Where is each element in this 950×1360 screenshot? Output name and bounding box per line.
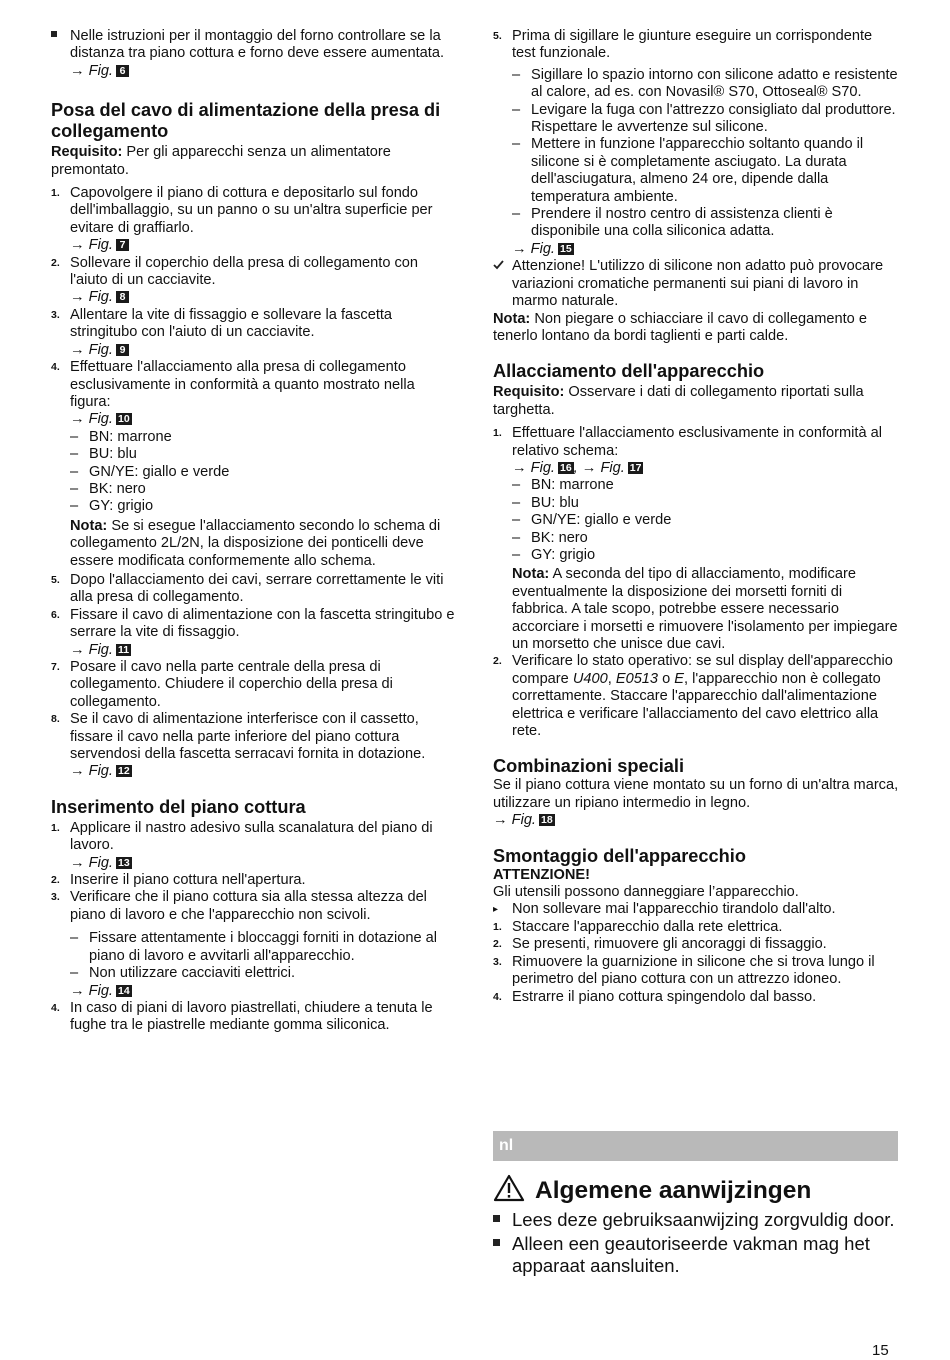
list-item: 5. Dopo l'allacciamento dei cavi, serrare correttamente le viti alla presa di collegamento.: [51, 571, 444, 606]
list-item: 2. Verificare lo stato operativo: se sul display dell'apparecchio compare U400, E0513 o E, l'apparecchio non è collegato correttamente. Staccare l'apparecchio dall'alimentazione elettrica e verificare l'allacciamento del cavo elettrico alla rete.: [493, 653, 893, 740]
figure-ref: → Fig. 13: [70, 854, 130, 871]
posa-steps: [51, 185, 459, 429]
list-item: 3. Verificare che il piano cottura sia alla stessa altezza del piano di lavoro e che l'apparecchio non scivoli. – Fissare attentamente i bloccaggi forniti in dotazione al piano di lavoro e avvitarli all'apparecchio. – Non utilizzare cacciaviti elettrici. → Fig. 14: [51, 889, 459, 999]
dash-item: – Fissare attentamente i bloccaggi forniti in dotazione al piano di lavoro e avvitarli all'apparecchio.: [70, 930, 438, 964]
note: Nota: A seconda del tipo di allacciamento, modificare eventualmente la disposizione dei morsetti forniti di fabbrica. A tale scopo, potrebbe essere necessario accorciare i morsetti e rimuovere l'isolamento per impiegare un morsetto che unisce due cavi.: [512, 566, 898, 652]
dash-item: – Non utilizzare cacciaviti elettrici.: [70, 965, 296, 982]
dash-list: [512, 67, 899, 241]
dash-item: – BK: nero: [70, 480, 146, 497]
warning-label: ATTENZIONE!: [493, 866, 591, 883]
display-code: U400: [572, 670, 608, 687]
section-heading-inserimento: Inserimento del piano cottura: [51, 796, 306, 817]
list-item: 1. Capovolgere il piano di cottura e depositarlo sul fondo dell'imballaggio, su un panno o su un'altra superficie per evitare di graffiarlo. → Fig. 7: [51, 185, 459, 255]
posa-steps-continued: [51, 572, 459, 781]
list-item: 5. Prima di sigillare le giunture eseguire un corrispondente test funzionale. – Sigillare lo spazio intorno con silicone adatto e resistente al calore, ad es. con Novasil® S70, Ottoseal® S70. – Levigare la fuga con l'attrezzo consigliato dal produttore. Rispettare le avvertenze sul silicone. – Mettere in funzione l'apparecchio soltanto quando il silicone si è completamente asciugato. La durata dell'asciugatura, almeno 24 ore, dipende dalla temperatura ambiente. – Prendere il nostro centro di assistenza clienti è disponibile una colla siliconica adatta. → Fig. 15: [493, 28, 898, 257]
figure-ref: → Fig. 7: [70, 237, 459, 254]
list-item: 7. Posare il cavo nella parte centrale della presa di collegamento. Chiudere il coperchio della presa di collegamento.: [51, 659, 393, 710]
right-column: 5. Prima di sigillare le giunture eseguire un corrispondente test funzionale. – Sigillare lo spazio intorno con silicone adatto e resistente al calore, ad es. con Novasil® S70, Ottoseal® S70. – Levigare la fuga con l'attrezzo consigliato dal produttore. Rispettare le avvertenze sul silicone. – Mettere in funzione l'apparecchio soltanto quando il silicone si è completamente asciugato. La durata dell'asciugatura, almeno 24 ore, dipende dalla temperatura ambiente. – Prendere il nostro centro di assistenza clienti è disponibile una colla siliconica adatta. → Fig. 15 Attenzione! L'utilizzo di silicone non adatto può provocare variazioni cromatiche permanenti sui piani di lavoro in marmo naturale. Nota: Non piegare o schiacciare il cavo di collegamento e tenerlo lontano da bordi taglienti e parti calde. Allacciamento dell'apparecchio Requisito: Osservare i dati di collegamento riportati sulla targhetta. 1. Effettuare l'allacciamento esclusivamente in conformità al relativo schema: → Fig. 16 , → Fig. 17 – BN: marrone – BU: blu – GN/YE: giallo e verde – BK: nero – GY: grigio Nota: A seconda del tipo di allacciamento, modificare eventualmente la disposizione dei morsetti forniti di fabbrica. A tale scopo, potrebbe essere necessario accorciare i morsetti e rimuovere l'isolamento per impiegare un morsetto che unisce due cavi. 2. Verificare lo stato operativo: se sul display dell'apparecchio compare U400, E0513 o E, l'apparecchio non è collegato correttamente. Staccare l'apparecchio dall'alimentazione elettrica e verificare l'allacciamento del cavo elettrico alla rete. Combinazioni speciali Se il piano cottura viene montato su un forno di un'altra marca, utilizzare un ripiano intermedio in legno. → Fig. 18 Smontaggio dell'apparecchio ATTENZIONE! Gli utensili possono danneggiare l’apparecchio. ▸ Non sollevare mai l'apparecchio tirandolo dall'alto. 1. Staccare l'apparecchio dalla rete elettrica. 2. Se presenti, rimuovere gli ancoraggi di fissaggio. 3. Rimuovere la guarnizione in silicone che si trova lungo il perimetro del piano cottura con un attrezzo idoneo. 4. Estrarre il piano cottura spingendolo dal basso.: [493, 28, 899, 1005]
note: Nota: Non piegare o schiacciare il cavo di collegamento e tenerlo lontano da bordi taglienti e parti calde.: [493, 310, 867, 344]
list-item: 4. Estrarre il piano cottura spingendolo dal basso.: [493, 988, 817, 1005]
figure-ref: → Fig. 8: [70, 289, 459, 306]
dash-item: – GN/YE: giallo e verde: [70, 463, 230, 480]
section-heading-algemene: Algemene aanwijzingen: [493, 1174, 811, 1207]
list-item: 1. Effettuare l'allacciamento esclusivamente in conformità al relativo schema: → Fig. 16 , → Fig. 17 – BN: marrone – BU: blu – GN/YE: giallo e verde – BK: nero – GY: grigio Nota: A seconda del tipo di allacciamento, modificare eventualmente la disposizione dei morsetti forniti di fabbrica. A tale scopo, potrebbe essere necessario accorciare i morsetti e rimuovere l'isolamento per impiegare un morsetto che unisce due cavi.: [493, 425, 898, 652]
list-item: Lees deze gebruiksaanwijzing zorgvuldig door.: [493, 1209, 899, 1232]
figure-ref: → Fig. 12: [70, 763, 130, 780]
triangle-right-icon: ▸: [493, 904, 499, 916]
section-heading-smontaggio: Smontaggio dell'apparecchio: [493, 845, 746, 866]
figure-ref: → Fig. 9: [70, 342, 459, 359]
bullet-square-icon: [493, 1233, 500, 1256]
dash-item: – Levigare la fuga con l'attrezzo consigliato dal produttore. Rispettare le avvertenze sul silicone.: [512, 101, 896, 136]
check-result: Attenzione! L'utilizzo di silicone non adatto può provocare variazioni cromatiche permanenti sui piani di lavoro in marmo naturale.: [493, 258, 899, 310]
dash-item: – BN: marrone: [70, 428, 172, 445]
dash-item: – GY: grigio: [70, 498, 154, 515]
requirement: Requisito: Osservare i dati di collegamento riportati sulla targhetta.: [493, 384, 864, 418]
dash-item: – Sigillare lo spazio intorno con silicone adatto e resistente al calore, ad es. con Novasil® S70, Ottoseal® S70.: [512, 66, 898, 101]
display-code: E: [674, 670, 685, 687]
list-item: 6. Fissare il cavo di alimentazione con la fascetta stringitubo e serrare la vite di fissaggio. → Fig. 11: [51, 607, 459, 659]
bullet-square-icon: [493, 1209, 500, 1232]
figure-ref: → Fig. 16 , → Fig. 17: [512, 459, 642, 476]
dash-item: – BU: blu: [70, 446, 137, 463]
figure-ref: → Fig. 11: [70, 641, 130, 658]
figure-ref: → Fig. 15: [512, 240, 572, 257]
section-heading-combinazioni: Combinazioni speciali: [493, 756, 685, 777]
instruction-item: ▸ Non sollevare mai l'apparecchio tirandolo dall'alto.: [493, 901, 836, 918]
dash-item: – Prendere il nostro centro di assistenza clienti è disponibile una colla siliconica adatta.: [512, 206, 833, 240]
list-item: 3. Rimuovere la guarnizione in silicone che si trova lungo il perimetro del piano cottura con un attrezzo idoneo.: [493, 953, 875, 988]
list-item: 1. Applicare il nastro adesivo sulla scanalatura del piano di lavoro. → Fig. 13: [51, 820, 459, 872]
dash-item: – GY: grigio: [512, 546, 596, 563]
dash-item: – GN/YE: giallo e verde: [512, 512, 672, 529]
language-bar: nl: [493, 1131, 898, 1161]
list-item: 2. Sollevare il coperchio della presa di collegamento con l'aiuto di un cacciavite. → Fig. 8: [51, 255, 459, 307]
list-item: 4. In caso di piani di lavoro piastrellati, chiudere a tenuta le fughe tra le piastrelle mediante gomma siliconica.: [51, 999, 433, 1034]
section-heading-allacciamento: Allacciamento dell'apparecchio: [493, 361, 765, 382]
section-heading-posa: Posa del cavo di alimentazione della presa di collegamento: [51, 100, 441, 142]
bullet-square-icon: [51, 28, 57, 45]
nl-bullet-list: [493, 1209, 899, 1279]
dash-item: – BK: nero: [512, 529, 588, 546]
checkmark-icon: [493, 258, 504, 275]
smontaggio-steps: [493, 919, 899, 1006]
dash-item: – Mettere in funzione l'apparecchio soltanto quando il silicone si è completamente asciugato. La durata dell'asciugatura, almeno 24 ore, dipende dalla temperatura ambiente.: [512, 136, 864, 205]
page-number: 15: [872, 1342, 889, 1359]
list-item: 2. Se presenti, rimuovere gli ancoraggi di fissaggio.: [493, 936, 827, 953]
display-code: E0513: [615, 670, 659, 687]
figure-ref: → Fig. 14: [70, 982, 130, 999]
dash-item: – BU: blu: [512, 494, 579, 511]
note: Nota: Se si esegue l'allacciamento secondo lo schema di collegamento 2L/2N, la disposizione dei ponticelli deve essere modificata conformemente allo schema.: [70, 517, 441, 569]
list-item: 3. Allentare la vite di fissaggio e sollevare la fascetta stringitubo con l'aiuto di un cacciavite. → Fig. 9: [51, 307, 459, 359]
dash-item: – BN: marrone: [512, 477, 614, 494]
wire-list: [512, 477, 899, 564]
wire-list: [51, 429, 459, 516]
figure-ref: → Fig. 6: [70, 63, 459, 80]
intro-bullet: Nelle istruzioni per il montaggio del forno controllare se la distanza tra piano cottura e forno deve essere aumentata. → Fig. 6: [51, 28, 459, 80]
list-item: Alleen een geautoriseerde vakman mag het apparaat aansluiten.: [493, 1233, 899, 1278]
requirement: Requisito: Per gli apparecchi senza un alimentatore premontato.: [51, 144, 391, 178]
warning-triangle-icon: [493, 1174, 525, 1207]
left-column: [51, 28, 459, 1035]
list-item: 8. Se il cavo di alimentazione interferisce con il cassetto, fissare il cavo nella parte inferiore del piano cottura servendosi della fascetta serracavi fornita in dotazione. → Fig. 12: [51, 711, 459, 781]
figure-ref: → Fig. 18: [493, 812, 553, 829]
inserimento-steps: [51, 820, 459, 1035]
list-item: 1. Staccare l'apparecchio dalla rete elettrica.: [493, 918, 783, 935]
list-item: 4. Effettuare l'allacciamento alla presa di collegamento esclusivamente in conformità a quanto mostrato nella figura: → Fig. 10: [51, 359, 459, 429]
list-item: 2. Inserire il piano cottura nell'apertura.: [51, 872, 306, 889]
figure-ref: → Fig. 10: [70, 411, 130, 428]
